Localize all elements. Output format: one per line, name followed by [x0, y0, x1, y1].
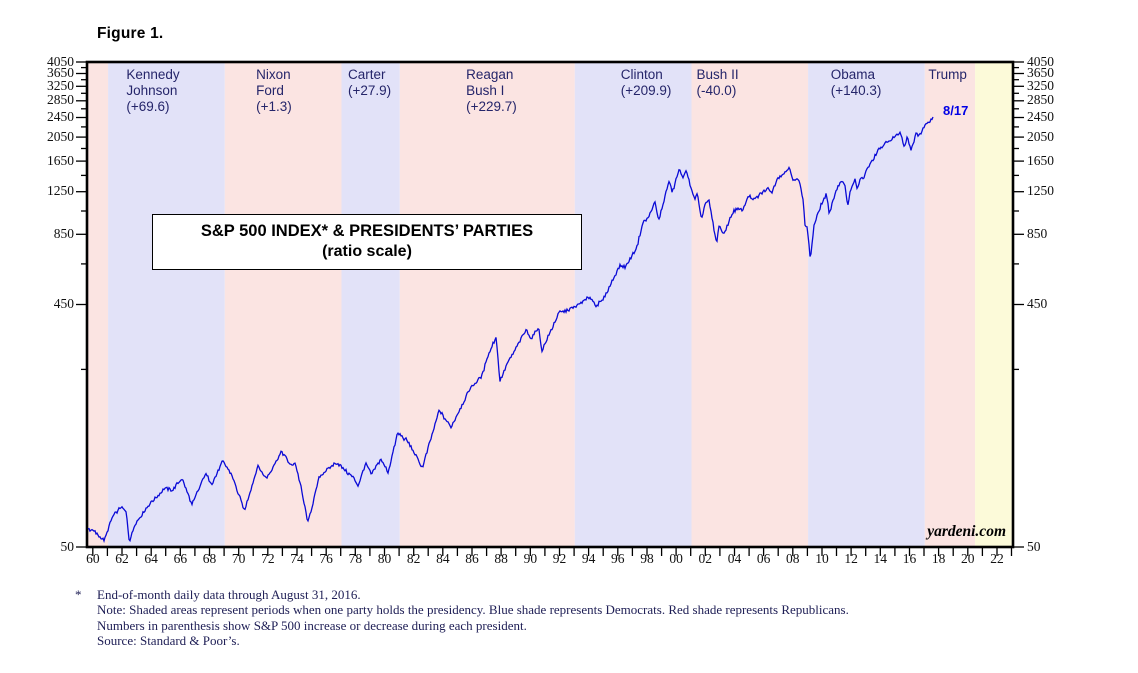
party-band-kennedy-johnson	[108, 62, 225, 547]
x-axis-label: 92	[552, 551, 567, 566]
president-label-line: Carter	[348, 67, 386, 82]
president-label-line: Bush II	[696, 67, 739, 82]
y-axis-label-right: 2450	[1027, 108, 1054, 124]
x-axis-label: 84	[436, 551, 450, 566]
president-label-line: Obama	[830, 67, 875, 82]
x-axis-label: 18	[931, 551, 946, 566]
y-axis-label-right: 850	[1027, 225, 1048, 241]
party-band-trump	[925, 62, 975, 547]
footnote-line-2: Note: Shaded areas represent periods when one party holds the presidency. Blue shade represents Democrats. Red shade represents Republicans.	[97, 602, 849, 618]
y-axis-label-left: 2450	[47, 108, 74, 124]
x-axis-label: 62	[115, 551, 129, 566]
y-axis-label-right: 1650	[1027, 152, 1054, 168]
president-label-line: (+1.3)	[256, 99, 292, 114]
y-axis-label-left: 1250	[47, 183, 74, 199]
y-axis-label-left: 50	[60, 538, 74, 554]
x-axis-label: 76	[319, 551, 333, 566]
x-axis-label: 94	[581, 551, 596, 566]
president-label-line: (+27.9)	[348, 83, 392, 98]
party-band-future	[975, 62, 1013, 547]
y-axis-label-left: 1650	[47, 152, 74, 168]
x-axis-label: 66	[173, 551, 188, 566]
x-axis-label: 90	[523, 551, 538, 566]
party-band-nixon-ford	[225, 62, 342, 547]
x-axis-label: 86	[465, 551, 479, 566]
president-label-line: (+209.9)	[620, 83, 672, 98]
y-axis-label-left: 3650	[47, 64, 74, 80]
x-axis-label: 60	[86, 551, 100, 566]
y-axis-label-left: 2050	[47, 128, 74, 144]
x-axis-label: 74	[290, 551, 304, 566]
footnotes	[75, 587, 1125, 648]
x-axis-label: 20	[961, 551, 975, 566]
president-label-line: (+140.3)	[830, 83, 882, 98]
x-axis-label: 12	[844, 551, 858, 566]
figure-label: Figure 1.	[97, 25, 164, 42]
y-axis-label-right: 1250	[1027, 183, 1054, 199]
president-label-line: (+69.6)	[126, 99, 170, 114]
footnote-line-4: Source: Standard & Poor’s.	[97, 632, 240, 648]
president-label-line: Trump	[928, 67, 967, 82]
president-label-line: (-40.0)	[696, 83, 737, 98]
x-axis-label: 10	[815, 551, 829, 566]
x-axis-label: 16	[902, 551, 917, 566]
footnote-line-3: Numbers in parenthesis show S&P 500 increase or decrease during each president.	[97, 617, 527, 633]
president-label-line: Nixon	[256, 67, 291, 82]
president-label-line: Bush I	[466, 83, 505, 98]
president-label-line: Clinton	[620, 67, 663, 82]
y-axis-label-right: 3650	[1027, 64, 1054, 80]
y-axis-label-right: 2050	[1027, 128, 1054, 144]
x-axis-label: 14	[873, 551, 888, 566]
y-axis-label-right: 50	[1027, 538, 1041, 554]
x-axis-label: 72	[261, 551, 275, 566]
x-axis-label: 80	[377, 551, 392, 566]
x-axis-label: 04	[727, 551, 742, 566]
chart-title-box	[152, 214, 582, 270]
y-axis-label-left: 450	[53, 296, 74, 311]
footnote-asterisk: *	[75, 587, 82, 602]
y-axis-label-right: 450	[1027, 296, 1048, 311]
y-axis-label-right: 3250	[1027, 77, 1054, 93]
x-axis-label: 78	[348, 551, 363, 566]
footnote-line-1: End-of-month daily data through August 31, 2016.	[97, 587, 361, 602]
watermark: yardeni.com	[927, 523, 1006, 540]
series-end-label: 8/17	[943, 103, 969, 118]
x-axis-label: 82	[406, 551, 421, 566]
x-axis-label: 02	[698, 551, 713, 566]
party-band-bush-ii	[692, 62, 809, 547]
y-axis-label-right: 4050	[1027, 53, 1054, 69]
president-label-line: Ford	[256, 83, 284, 98]
x-axis-label: 00	[669, 551, 683, 566]
president-label-line: Kennedy	[126, 67, 180, 82]
x-axis-label: 68	[202, 551, 217, 566]
y-axis-label-left: 850	[53, 225, 74, 241]
x-axis-label: 70	[231, 551, 246, 566]
x-axis-label: 96	[611, 551, 625, 566]
y-axis-label-left: 2850	[47, 92, 74, 108]
president-label-line: (+229.7)	[466, 99, 517, 114]
chart-title: S&P 500 INDEX* & PRESIDENTS’ PARTIES	[200, 222, 534, 240]
x-axis-label: 06	[756, 551, 771, 566]
president-label-line: Johnson	[126, 83, 178, 98]
party-band-clinton	[575, 62, 692, 547]
x-axis-label: 98	[640, 551, 654, 566]
party-band-obama	[808, 62, 925, 547]
x-axis-label: 64	[144, 551, 158, 566]
y-axis-label-left: 3250	[47, 77, 74, 93]
y-axis-label-left: 4050	[47, 53, 74, 69]
x-axis-label: 22	[990, 551, 1004, 566]
x-axis-label: 08	[786, 551, 800, 566]
party-band-eisenhower	[87, 62, 108, 547]
party-band-reagan-bush-i	[400, 62, 575, 547]
y-axis-label-right: 2850	[1027, 92, 1054, 108]
president-label-line: Reagan	[466, 67, 514, 82]
x-axis-label: 88	[494, 551, 508, 566]
chart-subtitle: (ratio scale)	[322, 243, 412, 260]
